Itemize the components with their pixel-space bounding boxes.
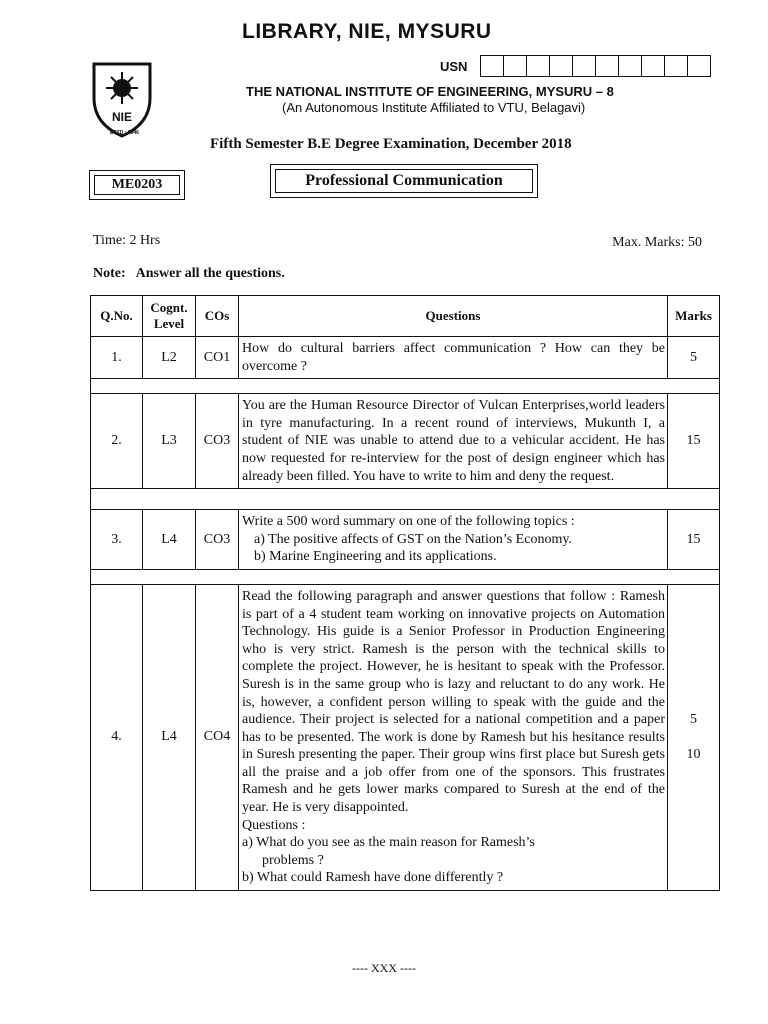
subject-title: Professional Communication: [275, 169, 533, 193]
qno-cell: 1.: [91, 337, 143, 379]
usn-boxes[interactable]: [480, 55, 711, 77]
header-marks: Marks: [668, 296, 720, 337]
level-cell: L4: [143, 510, 196, 570]
qno-cell: 4.: [91, 584, 143, 890]
spacer-row: [91, 379, 720, 394]
svg-text:NIE: NIE: [111, 110, 133, 124]
header-cognt-level: [143, 296, 196, 337]
marks-cell: [668, 584, 720, 890]
usn-label: USN: [440, 59, 468, 74]
passage: Read the following paragraph and answer questions that follow : Ramesh is part of a 4 student team working on innovative projects on Automation Technology. His guide is a Senior Professor in Production Engineering who is very strict. Ramesh is the person with the technical skills to complete the project. However, he is hesitant to speak with the Professor. Suresh is in the same group who is lazy and reluctant to do any work. He is, however, a confident person willing to speak with the guide and the audience. Their project is selected for a national competition and a paper has to be presented. The work is done by Ramesh but his hesitance results in Suresh presenting the paper. Their group wins first place but Suresh gets all the praise and a job offer from one of the sponsors. This frustrates Ramesh and he gets lower marks compared to Suresh at the end of the year. He is very disappointed.: [242, 588, 665, 816]
question-text: You are the Human Resource Director of Vulcan Enterprises,world leaders in tyre manufacturing. In a recent round of interviews, Mukunth I, a student of NIE was unable to attend due to a vehicular accident. He has now requested for re-interview for the post of design engineer which has already been filled. You have to write to him and deny the request.: [239, 394, 668, 489]
end-marker: ---- XXX ----: [352, 961, 416, 975]
marks-cell: 15: [668, 510, 720, 570]
spacer-row: [91, 569, 720, 584]
header-level: Level: [153, 316, 185, 331]
exam-title: Fifth Semester B.E Degree Examination, December 2018: [210, 136, 572, 152]
affiliation: (An Autonomous Institute Affiliated to VTU, Belagavi): [282, 100, 586, 115]
marks-b: 10: [686, 747, 701, 763]
header-cos: COs: [196, 296, 239, 337]
note-label: Note:: [93, 266, 126, 281]
option-a: a) The positive affects of GST on the Nation’s Economy.: [254, 531, 572, 547]
co-cell: CO3: [196, 510, 239, 570]
max-marks-label: Max. Marks: 50: [612, 235, 702, 250]
marks-cell: 15: [668, 394, 720, 489]
header-questions: Questions: [239, 296, 668, 337]
option-b: b) Marine Engineering and its applications.: [254, 549, 497, 565]
sub-question-a: a) What do you see as the main reason for Ramesh’s: [242, 835, 535, 851]
marks-spacer: [668, 729, 719, 747]
question-text: How do cultural barriers affect communication ? How can they be overcome ?: [239, 337, 668, 379]
table-row: [91, 337, 720, 379]
institute-name: THE NATIONAL INSTITUTE OF ENGINEERING, MYSURU – 8: [246, 84, 614, 99]
course-code: ME0203: [94, 175, 180, 195]
sub-question-a-cont: problems ?: [262, 852, 324, 868]
course-code-box: [89, 170, 185, 200]
marks-a: 5: [690, 712, 697, 728]
table-row: [91, 510, 720, 570]
header-qno: Q.No.: [91, 296, 143, 337]
qno-cell: 2.: [91, 394, 143, 489]
estd-label: ESTD : 1946: [110, 130, 139, 136]
header-cognt: Cognt.: [150, 300, 188, 315]
co-cell: CO1: [196, 337, 239, 379]
question-intro: Write a 500 word summary on one of the following topics :: [242, 514, 575, 530]
question-text: [239, 510, 668, 570]
time-label: Time: 2 Hrs: [93, 233, 161, 248]
qno-cell: 3.: [91, 510, 143, 570]
sub-question-b: b) What could Ramesh have done differently ?: [242, 870, 504, 886]
marks-cell: 5: [668, 337, 720, 379]
table-row: [91, 394, 720, 489]
level-cell: L4: [143, 584, 196, 890]
institute-logo: [86, 58, 158, 138]
co-cell: CO4: [196, 584, 239, 890]
co-cell: CO3: [196, 394, 239, 489]
level-cell: L2: [143, 337, 196, 379]
note: [93, 266, 285, 282]
question-text: [239, 584, 668, 890]
table-header-row: [91, 296, 720, 337]
table-row: [91, 584, 720, 890]
note-text: Answer all the questions.: [135, 266, 285, 281]
questions-table: [90, 295, 720, 891]
subject-box: [270, 164, 538, 198]
questions-label: Questions :: [242, 817, 306, 833]
level-cell: L3: [143, 394, 196, 489]
library-stamp: LIBRARY, NIE, MYSURU: [242, 20, 492, 43]
spacer-row: [91, 489, 720, 510]
